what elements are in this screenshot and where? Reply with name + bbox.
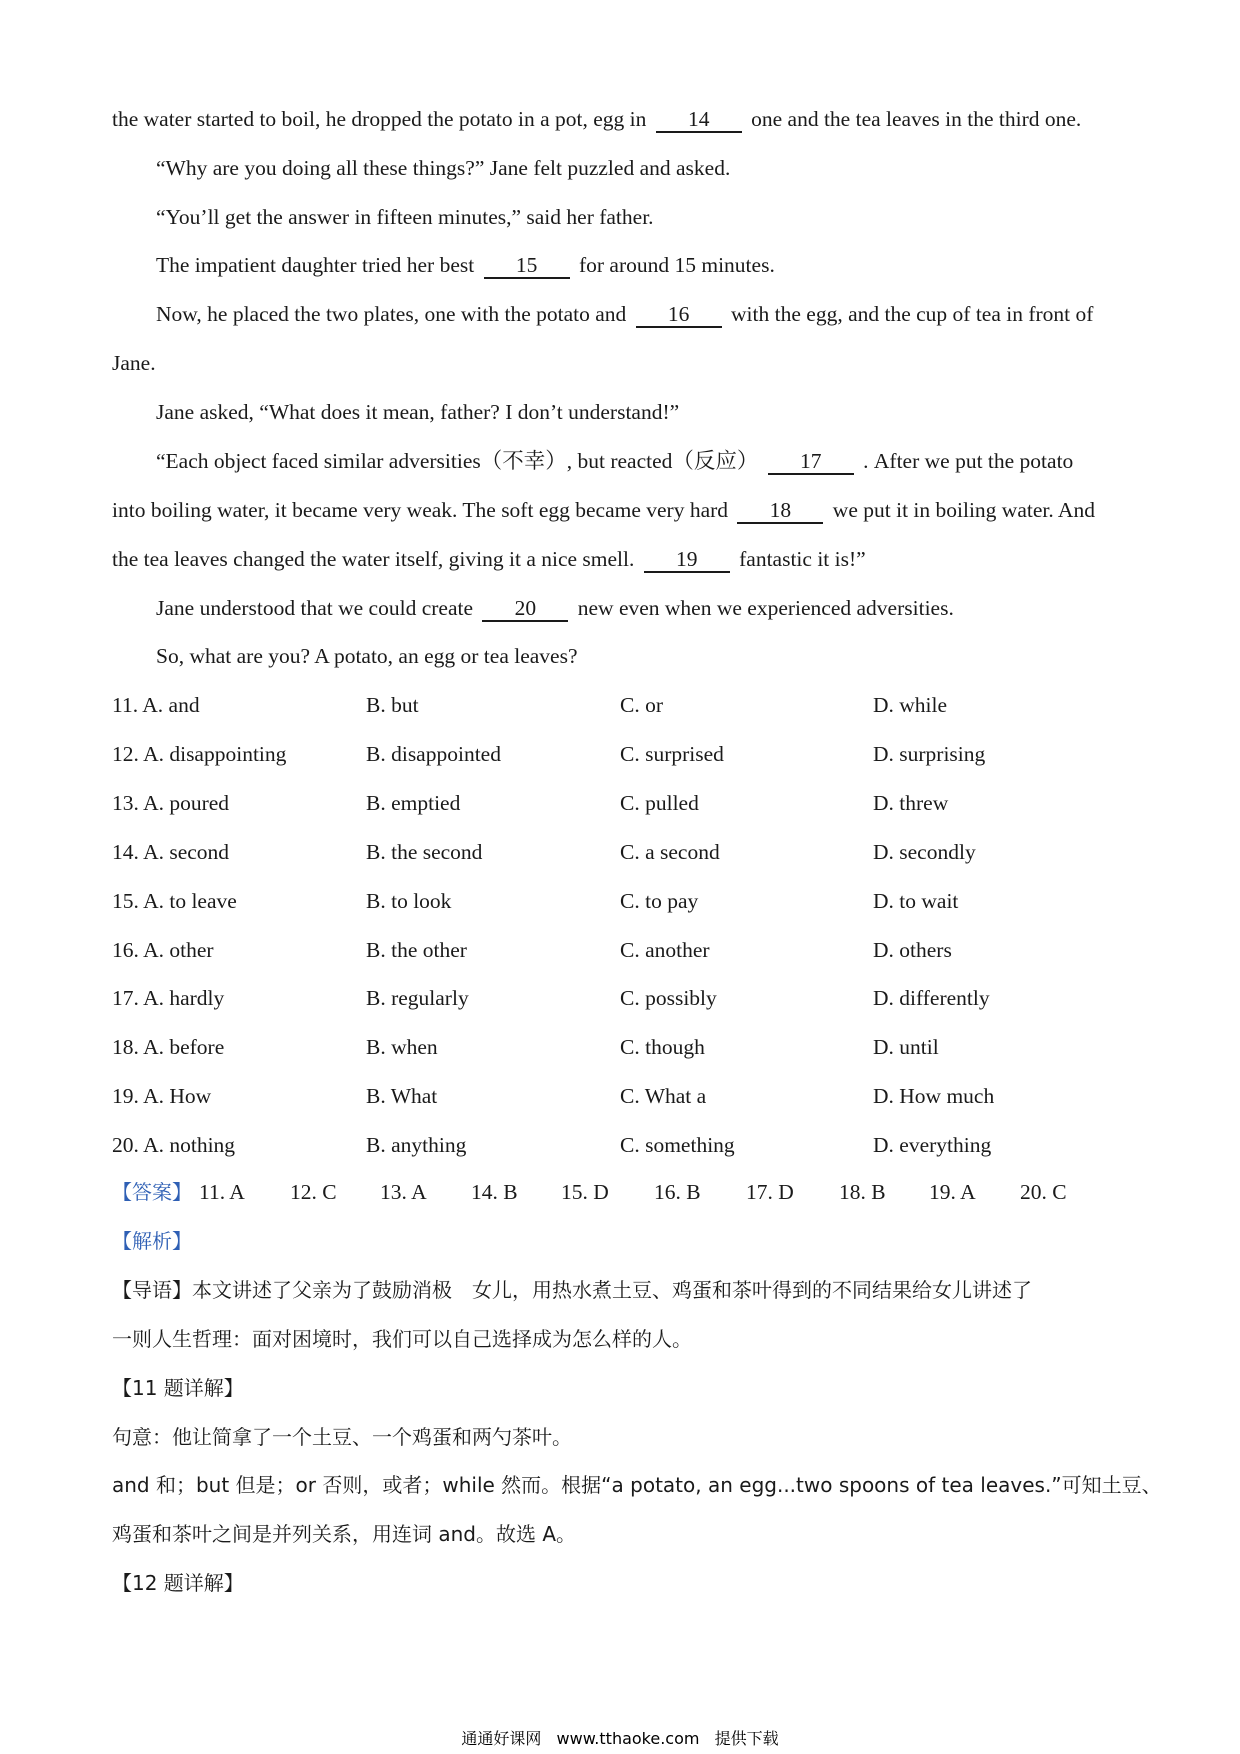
option-a: 11. A. and [112, 693, 200, 717]
option-b: B. the second [366, 840, 483, 864]
option-b: B. emptied [366, 791, 461, 815]
passage-line [112, 544, 866, 574]
answer-label: 【答案】 [112, 1180, 192, 1204]
footer-url[interactable]: www.tthaoke.com [556, 1729, 700, 1748]
option-a: 15. A. to leave [112, 889, 237, 913]
option-d: D. others [873, 938, 952, 962]
option-c: C. possibly [620, 986, 717, 1010]
passage-line [156, 299, 1093, 329]
q11-heading: 【11 题详解】 [112, 1376, 244, 1400]
blank-19: 19 [644, 547, 730, 573]
option-a: 16. A. other [112, 938, 214, 962]
option-c: C. pulled [620, 791, 699, 815]
analysis-label: 【解析】 [112, 1229, 192, 1253]
option-a: 19. A. How [112, 1084, 212, 1108]
blank-17: 17 [768, 449, 854, 475]
blank-20: 20 [482, 596, 568, 622]
answer-item: 16. B [654, 1180, 701, 1204]
passage-text: Now, he placed the two plates, one with the potato and [156, 302, 627, 326]
analysis-intro: 【导语】本文讲述了父亲为了鼓励消极 女儿，用热水煮土豆、鸡蛋和茶叶得到的不同结果给女儿讲述了 [112, 1278, 1032, 1302]
passage-text: “Each object faced similar adversities（不幸）, but reacted（反应） [156, 449, 759, 473]
footer-site: 通通好课网 [461, 1729, 542, 1748]
answer-item: 20. C [1020, 1180, 1067, 1204]
option-a: 17. A. hardly [112, 986, 225, 1010]
option-b: B. but [366, 693, 419, 717]
passage-text: The impatient daughter tried her best [156, 253, 475, 277]
option-d: D. until [873, 1035, 939, 1059]
option-b: B. disappointed [366, 742, 501, 766]
blank-18: 18 [737, 498, 823, 524]
passage-text: with the egg, and the cup of tea in front of [731, 302, 1094, 326]
blank-16: 16 [636, 302, 722, 328]
q11-meaning: 句意：他让简拿了一个土豆、一个鸡蛋和两勺茶叶。 [112, 1425, 572, 1449]
option-d: D. surprising [873, 742, 986, 766]
answer-key [112, 1177, 1067, 1207]
q11-detail: and 和；but 但是；or 否则，或者；while 然而。根据“a potato, an egg...two spoons of tea leaves.”可知土豆、 [112, 1473, 1162, 1497]
option-d: D. everything [873, 1133, 992, 1157]
passage-text: Jane understood that we could create [156, 596, 473, 620]
passage-text: . After we put the potato [863, 449, 1074, 473]
passage-line [112, 104, 1081, 134]
passage-line [112, 495, 1095, 525]
option-d: D. while [873, 693, 948, 717]
passage-text: new even when we experienced adversities. [577, 596, 954, 620]
answer-item: 18. B [839, 1180, 886, 1204]
option-d: D. differently [873, 986, 990, 1010]
analysis-intro: 一则人生哲理：面对困境时，我们可以自己选择成为怎么样的人。 [112, 1327, 692, 1351]
passage-line [156, 593, 954, 623]
passage-line: Jane asked, “What does it mean, father? I don’t understand!” [156, 400, 680, 424]
option-a: 13. A. poured [112, 791, 230, 815]
option-b: B. regularly [366, 986, 469, 1010]
option-c: C. a second [620, 840, 720, 864]
page-footer [0, 1726, 1240, 1749]
passage-text: for around 15 minutes. [578, 253, 775, 277]
passage-text: we put it in boiling water. And [832, 498, 1095, 522]
option-c: C. surprised [620, 742, 724, 766]
option-c: C. though [620, 1035, 705, 1059]
q12-heading: 【12 题详解】 [112, 1571, 244, 1595]
option-c: C. something [620, 1133, 735, 1157]
option-b: B. to look [366, 889, 452, 913]
passage-text: into boiling water, it became very weak. The soft egg became very hard [112, 498, 729, 522]
blank-14: 14 [656, 107, 742, 133]
option-b: B. when [366, 1035, 438, 1059]
option-b: B. anything [366, 1133, 467, 1157]
option-a: 12. A. disappointing [112, 742, 287, 766]
passage-text: fantastic it is!” [739, 547, 866, 571]
blank-15: 15 [484, 253, 570, 279]
option-c: C. What a [620, 1084, 707, 1108]
passage-line [156, 250, 775, 280]
passage-line: “Why are you doing all these things?” Jane felt puzzled and asked. [156, 156, 731, 180]
answer-item: 11. A [199, 1180, 245, 1204]
q11-detail: 鸡蛋和茶叶之间是并列关系，用连词 and。故选 A。 [112, 1522, 577, 1546]
option-b: B. What [366, 1084, 438, 1108]
option-c: C. to pay [620, 889, 699, 913]
passage-text: the tea leaves changed the water itself, giving it a nice smell. [112, 547, 635, 571]
answer-item: 17. D [746, 1180, 794, 1204]
option-d: D. threw [873, 791, 949, 815]
option-b: B. the other [366, 938, 467, 962]
footer-note: 提供下载 [714, 1729, 779, 1748]
option-d: D. to wait [873, 889, 959, 913]
option-c: C. another [620, 938, 710, 962]
answer-item: 13. A [380, 1180, 427, 1204]
passage-line [156, 446, 1073, 476]
option-a: 18. A. before [112, 1035, 225, 1059]
option-c: C. or [620, 693, 663, 717]
answer-item: 12. C [290, 1180, 337, 1204]
answer-item: 15. D [561, 1180, 609, 1204]
option-d: D. How much [873, 1084, 995, 1108]
option-a: 14. A. second [112, 840, 230, 864]
passage-text: one and the tea leaves in the third one. [751, 107, 1082, 131]
passage-line: So, what are you? A potato, an egg or tea leaves? [156, 644, 578, 668]
passage-line: “You’ll get the answer in fifteen minutes,” said her father. [156, 205, 654, 229]
passage-line: Jane. [112, 351, 156, 375]
passage-text: the water started to boil, he dropped the potato in a pot, egg in [112, 107, 647, 131]
option-a: 20. A. nothing [112, 1133, 236, 1157]
answer-item: 19. A [929, 1180, 976, 1204]
answer-item: 14. B [471, 1180, 518, 1204]
option-d: D. secondly [873, 840, 976, 864]
